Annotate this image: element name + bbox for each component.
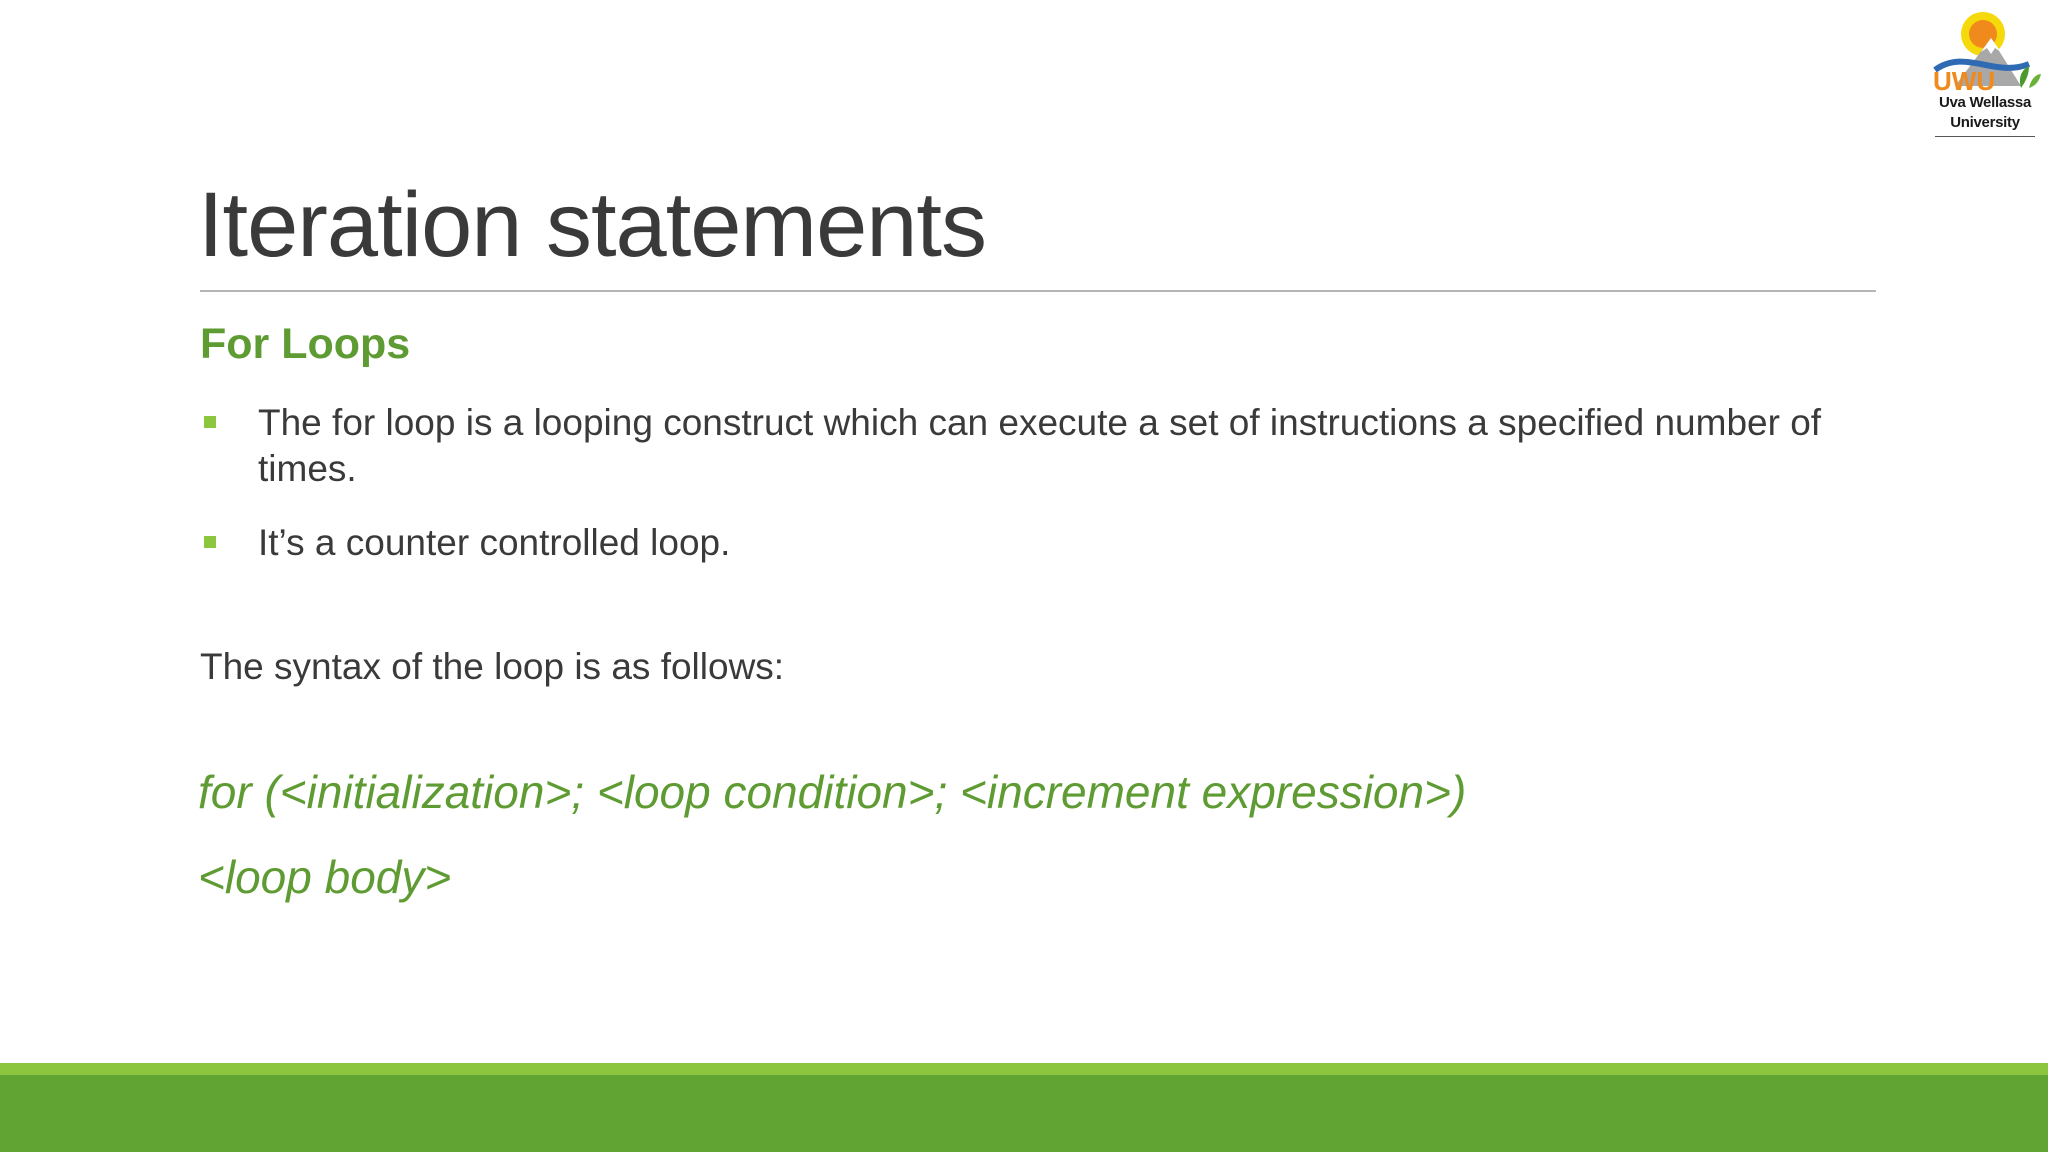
section-subheading: For Loops [200, 320, 411, 368]
footer-stripe [0, 1063, 2048, 1075]
syntax-intro: The syntax of the loop is as follows: [200, 646, 785, 687]
logo-line-1: Uva Wellassa [1938, 94, 2032, 111]
university-logo [1925, 8, 2045, 140]
bullet-item [200, 400, 1890, 492]
logo-underline [1935, 136, 2035, 137]
logo-letters: UWU [1933, 66, 1996, 96]
bullet-item [200, 520, 1890, 566]
square-bullet-icon [204, 416, 216, 428]
square-bullet-icon [204, 536, 216, 548]
title-divider [200, 290, 1876, 292]
bullet-text: The for loop is a looping construct which can execute a set of instructions a specified number of times. [258, 402, 1822, 489]
bullet-text: It’s a counter controlled loop. [258, 522, 731, 563]
syntax-code-line: for (<initialization>; <loop condition>; <increment expression>) [198, 766, 1467, 818]
logo-line-2: University [1950, 114, 2020, 131]
logo-mark-icon [1925, 8, 2045, 98]
footer-band [0, 1075, 2048, 1152]
syntax-code-line: <loop body> [198, 851, 452, 903]
slide-title: Iteration statements [198, 174, 986, 276]
bullet-list [200, 400, 1890, 594]
